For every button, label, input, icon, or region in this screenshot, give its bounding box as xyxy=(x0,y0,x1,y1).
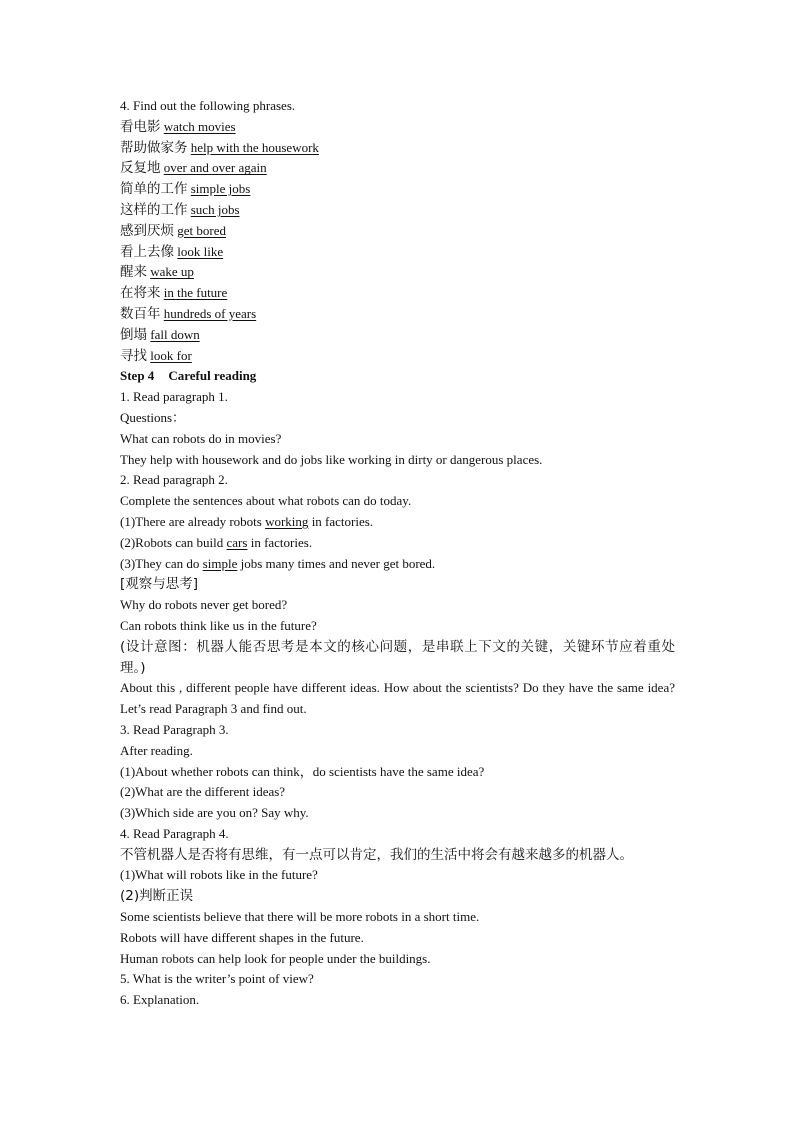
phrase-en: get bored xyxy=(177,222,226,238)
phrase-list xyxy=(120,117,675,367)
question-text: Why do robots never get bored? xyxy=(120,597,288,613)
phrase-item xyxy=(120,138,675,159)
phrase-item xyxy=(120,200,675,221)
phrase-zh: 倒塌 xyxy=(120,326,147,343)
sentence-item xyxy=(120,512,675,533)
paragraph3-heading: 3. Read Paragraph 3. xyxy=(120,721,229,737)
paragraph1-heading: 1. Read paragraph 1. xyxy=(120,389,228,405)
fill-blank: working xyxy=(265,513,309,529)
question-text: Can robots think like us in the future? xyxy=(120,617,317,633)
step4-label: Step 4 xyxy=(120,368,155,384)
writer-view-question: 5. What is the writer’s point of view? xyxy=(120,971,314,987)
phrase-item xyxy=(120,179,675,200)
sentence-text: (3)They can do xyxy=(120,555,203,571)
phrase-en: simple jobs xyxy=(190,181,251,197)
after-reading-label: After reading. xyxy=(120,742,193,758)
find-phrases-heading: 4. Find out the following phrases. xyxy=(120,98,296,113)
true-false-statement: Some scientists believe that there will be more robots in a short time. xyxy=(120,909,480,925)
phrase-item xyxy=(120,158,675,179)
phrase-en: wake up xyxy=(150,264,194,280)
sentence-text: in factories. xyxy=(308,513,374,529)
phrase-en: look like xyxy=(177,243,224,259)
phrase-en: fall down xyxy=(150,326,200,342)
step4-title: Careful reading xyxy=(168,368,257,384)
questions-label: Questions： xyxy=(120,409,186,425)
phrase-item xyxy=(120,221,675,242)
phrase-zh: 这样的工作 xyxy=(120,201,188,218)
step4-heading xyxy=(120,366,675,387)
explanation-heading: 6. Explanation. xyxy=(120,992,200,1008)
phrase-zh: 数百年 xyxy=(120,305,161,322)
phrase-item xyxy=(120,242,675,263)
phrase-en: help with the housework xyxy=(190,139,319,155)
fill-blank: simple xyxy=(202,555,238,571)
phrase-zh: 在将来 xyxy=(120,285,161,302)
true-false-statement: Robots will have different shapes in the future. xyxy=(120,929,364,945)
sentence-text: jobs many times and never get bored. xyxy=(237,555,436,571)
phrase-zh: 帮助做家务 xyxy=(120,139,188,156)
phrase-en: watch movies xyxy=(163,118,236,134)
phrase-item xyxy=(120,262,675,283)
phrase-zh: 看上去像 xyxy=(120,243,174,260)
phrase-zh: 简单的工作 xyxy=(120,181,188,198)
phrase-item xyxy=(120,304,675,325)
transition-paragraph: About this , different people have different ideas. How about the scientists? Do they have the same idea? Let’s read Paragraph 3 and find out. xyxy=(120,680,675,717)
answer-text: They help with housework and do jobs like working in dirty or dangerous places. xyxy=(120,451,543,467)
phrase-zh: 醒来 xyxy=(120,264,147,281)
document-body xyxy=(120,96,675,1011)
phrase-item xyxy=(120,346,675,367)
question-text: (1)What will robots like in the future? xyxy=(120,867,318,883)
paragraph4-summary: 不管机器人是否将有思维，有一点可以肯定，我们的生活中将会有越来越多的机器人。 xyxy=(120,846,633,863)
observe-think-label: [观察与思考] xyxy=(120,576,199,593)
question-text: What can robots do in movies? xyxy=(120,430,282,446)
sentence-item xyxy=(120,533,675,554)
true-false-label: (2)判断正误 xyxy=(120,888,194,905)
fill-blank: cars xyxy=(226,534,248,550)
sentence-text: (2)Robots can build xyxy=(120,534,227,550)
question-text: (2)What are the different ideas? xyxy=(120,784,286,800)
phrase-item xyxy=(120,283,675,304)
phrase-item xyxy=(120,325,675,346)
paragraph4-heading: 4. Read Paragraph 4. xyxy=(120,825,229,841)
phrase-en: such jobs xyxy=(190,201,240,217)
phrase-zh: 反复地 xyxy=(120,160,161,177)
phrase-en: in the future xyxy=(163,285,228,301)
phrase-en: hundreds of years xyxy=(163,305,257,321)
sentence-text: (1)There are already robots xyxy=(120,513,266,529)
phrase-zh: 看电影 xyxy=(120,118,161,135)
question-text: (1)About whether robots can think，do scientists have the same idea? xyxy=(120,763,485,779)
phrase-en: look for xyxy=(150,347,192,363)
phrase-zh: 感到厌烦 xyxy=(120,222,174,239)
instruction-text: Complete the sentences about what robots can do today. xyxy=(120,493,412,509)
phrase-zh: 寻找 xyxy=(120,347,147,364)
phrase-item xyxy=(120,117,675,138)
phrase-en: over and over again xyxy=(163,160,267,176)
sentence-text: in factories. xyxy=(247,534,313,550)
true-false-statement: Human robots can help look for people under the buildings. xyxy=(120,950,431,966)
paragraph2-heading: 2. Read paragraph 2. xyxy=(120,472,228,488)
sentence-item xyxy=(120,554,675,575)
design-intent-note: (设计意图：机器人能否思考是本文的核心问题，是串联上下文的关键，关键环节应着重处理。) xyxy=(120,638,675,676)
question-text: (3)Which side are you on? Say why. xyxy=(120,805,309,821)
